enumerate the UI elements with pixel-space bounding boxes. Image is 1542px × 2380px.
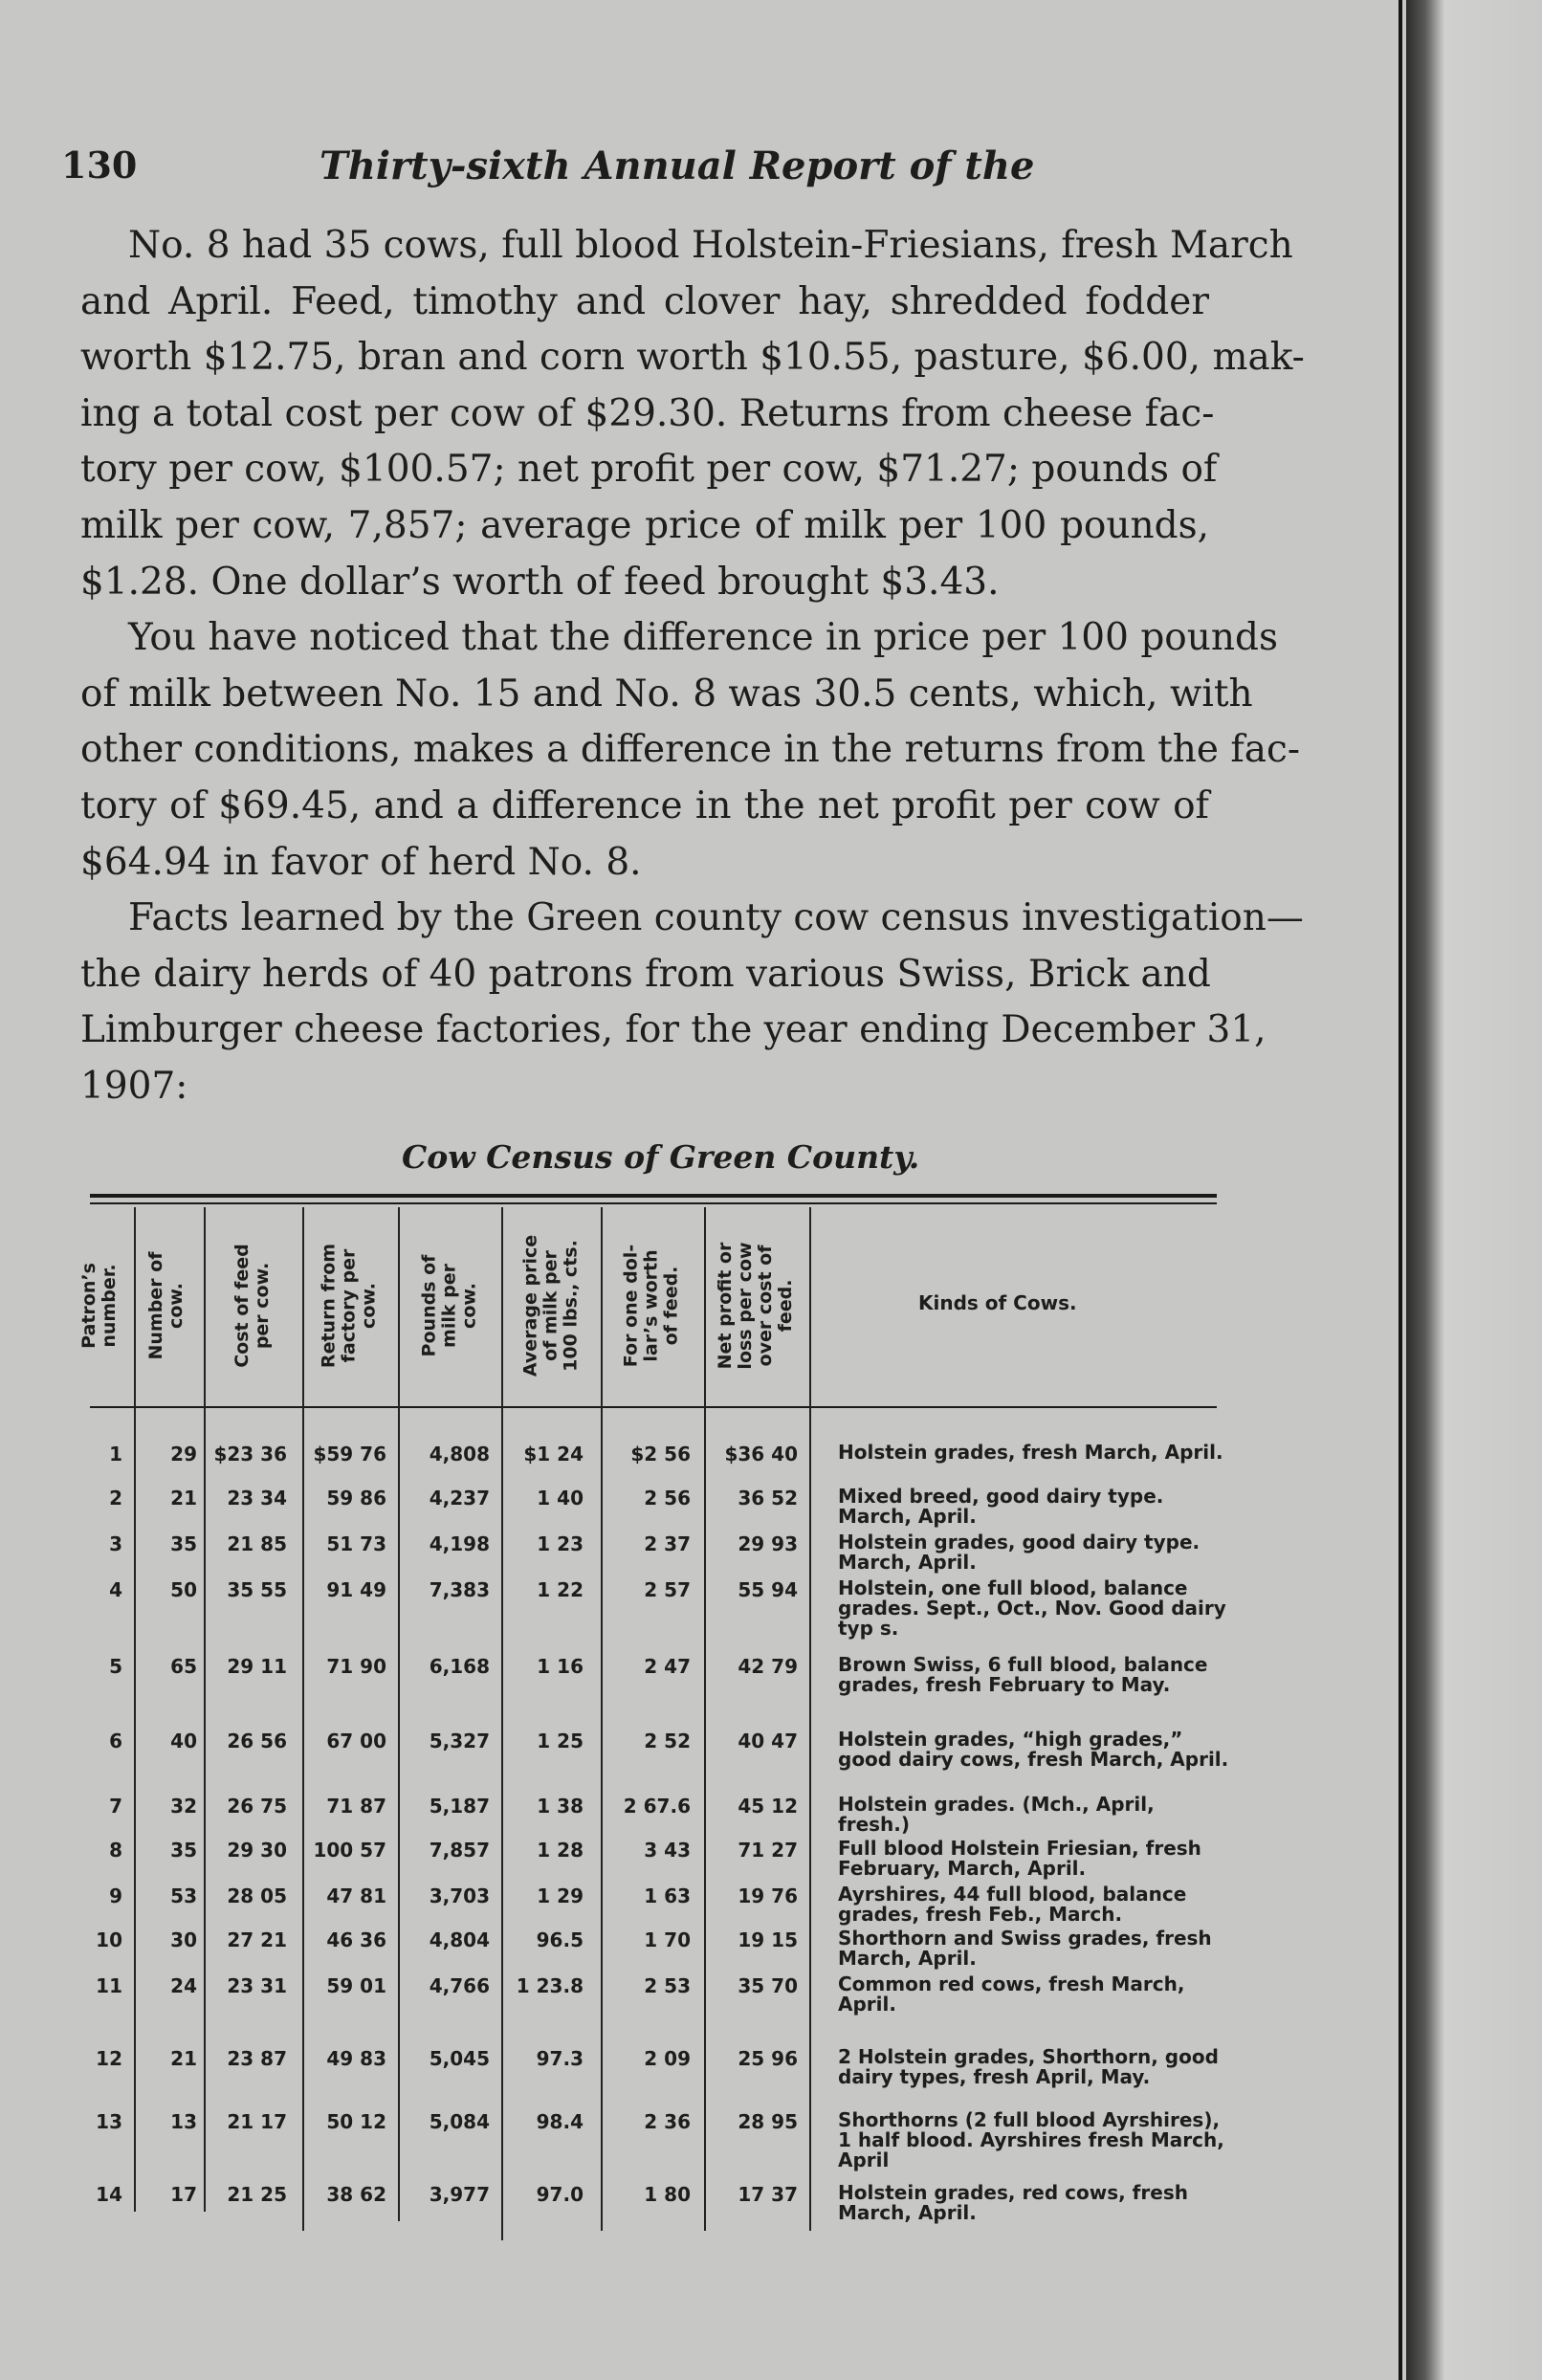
- paragraph-2: [80, 610, 1301, 891]
- cell-cost-of-feed: 26 75: [227, 1795, 287, 1818]
- cell-pounds-of-milk: 4,766: [429, 1974, 490, 1997]
- cell-return-from-factory: 71 87: [326, 1795, 386, 1818]
- cell-return-from-factory: 67 00: [326, 1730, 386, 1752]
- cell-cost-of-feed: 21 17: [227, 2110, 287, 2133]
- cell-one-dollar-worth: 2 52: [644, 1730, 691, 1752]
- cell-one-dollar-worth: 2 37: [644, 1532, 691, 1555]
- cell-kinds-of-cows: Holstein grades, red cows, fresh March, April.: [838, 2181, 1188, 2224]
- cell-average-price: 1 38: [537, 1795, 584, 1818]
- cell-one-dollar-worth: 2 36: [644, 2110, 691, 2133]
- cell-one-dollar-worth: 1 70: [644, 1928, 691, 1951]
- text-line: No. 8 had 35 cows, full blood Holstein-Friesians, fresh March: [128, 224, 1293, 267]
- column-divider: [501, 1207, 503, 2240]
- cell-kinds-of-cows: 2 Holstein grades, Shorthorn, good dairy types, fresh April, May.: [838, 2045, 1219, 2088]
- cell-one-dollar-worth: 2 67.6: [623, 1795, 691, 1818]
- cell-kinds-of-cows: Brown Swiss, 6 full blood, balance grades, fresh February to May.: [838, 1653, 1208, 1696]
- cell-kinds-of-cows: Full blood Holstein Friesian, fresh February, March, April.: [838, 1837, 1201, 1880]
- running-head: [61, 143, 1190, 201]
- cell-return-from-factory: 59 86: [326, 1487, 386, 1510]
- cell-pounds-of-milk: 7,857: [429, 1839, 490, 1862]
- cell-number-of-cows: 17: [170, 2183, 197, 2206]
- cell-pounds-of-milk: 4,198: [429, 1532, 490, 1555]
- cell-net-profit: 40 47: [738, 1730, 798, 1752]
- cell-patron-number: 14: [96, 2183, 122, 2206]
- cell-cost-of-feed: 23 31: [227, 1974, 287, 1997]
- cell-one-dollar-worth: 2 53: [644, 1974, 691, 1997]
- cell-cost-of-feed: 27 21: [227, 1928, 287, 1951]
- column-divider: [809, 1207, 811, 2231]
- cell-return-from-factory: 47 81: [326, 1884, 386, 1907]
- cell-kinds-of-cows: Holstein, one full blood, balance grades. Sept., Oct., Nov. Good dairy typ s.: [838, 1576, 1226, 1640]
- cell-pounds-of-milk: 7,383: [429, 1578, 490, 1601]
- cell-net-profit: $36 40: [724, 1443, 798, 1465]
- cell-number-of-cows: 30: [170, 1928, 197, 1951]
- cell-number-of-cows: 21: [170, 1487, 197, 1510]
- cell-cost-of-feed: 29 30: [227, 1839, 287, 1862]
- column-divider: [204, 1207, 206, 2212]
- table-header-rule: [90, 1406, 1217, 1408]
- cell-kinds-of-cows: Mixed breed, good dairy type. March, April.: [838, 1485, 1164, 1528]
- cell-cost-of-feed: 21 85: [227, 1532, 287, 1555]
- cell-kinds-of-cows: Shorthorns (2 full blood Ayrshires), 1 half blood. Ayrshires fresh March, April: [838, 2108, 1224, 2171]
- cell-pounds-of-milk: 4,808: [429, 1443, 490, 1465]
- cell-average-price: 1 16: [537, 1655, 584, 1678]
- column-divider: [134, 1207, 136, 2212]
- cell-number-of-cows: 35: [170, 1839, 197, 1862]
- text-line: of milk between No. 15 and No. 8 was 30.5 cents, which, with: [80, 672, 1253, 716]
- text-line: ing a total cost per cow of $29.30. Returns from cheese fac-: [80, 391, 1215, 435]
- page-number: 130: [61, 143, 138, 187]
- header-cost-of-feed: Cost of feed per cow.: [231, 1244, 273, 1368]
- cell-average-price: $1 24: [523, 1443, 584, 1465]
- cell-return-from-factory: $59 76: [313, 1443, 386, 1465]
- text-line: $64.94 in favor of herd No. 8.: [80, 840, 642, 884]
- header-net-profit: Net profit or loss per cow over cost of feed.: [715, 1242, 796, 1370]
- cell-patron-number: 5: [109, 1655, 122, 1678]
- text-line: and April. Feed, timothy and clover hay, shredded fodder: [80, 279, 1209, 323]
- cell-net-profit: 19 15: [738, 1928, 798, 1951]
- cell-one-dollar-worth: 2 57: [644, 1578, 691, 1601]
- cell-patron-number: 8: [109, 1839, 122, 1862]
- column-divider: [704, 1207, 706, 2231]
- cell-pounds-of-milk: 3,977: [429, 2183, 490, 2206]
- cell-cost-of-feed: 23 34: [227, 1487, 287, 1510]
- column-divider: [398, 1207, 400, 2221]
- cell-cost-of-feed: $23 36: [213, 1443, 287, 1465]
- cell-return-from-factory: 46 36: [326, 1928, 386, 1951]
- cell-cost-of-feed: 23 87: [227, 2047, 287, 2070]
- binding-edge: [1399, 0, 1402, 2380]
- column-divider: [302, 1207, 304, 2231]
- cell-number-of-cows: 13: [170, 2110, 197, 2133]
- cell-patron-number: 7: [109, 1795, 122, 1818]
- column-divider: [601, 1207, 603, 2231]
- cell-patron-number: 1: [109, 1443, 122, 1465]
- cell-return-from-factory: 49 83: [326, 2047, 386, 2070]
- cell-number-of-cows: 24: [170, 1974, 197, 1997]
- cell-one-dollar-worth: $2 56: [630, 1443, 691, 1465]
- cell-cost-of-feed: 35 55: [227, 1578, 287, 1601]
- paragraph-3: [80, 891, 1304, 1114]
- cell-number-of-cows: 65: [170, 1655, 197, 1678]
- header-one-dollar-worth: For one dol- lar’s worth of feed.: [620, 1244, 682, 1368]
- cell-net-profit: 29 93: [738, 1532, 798, 1555]
- cell-average-price: 97.0: [536, 2183, 584, 2206]
- running-title: Thirty-sixth Annual Report of the: [319, 143, 1035, 188]
- cell-number-of-cows: 32: [170, 1795, 197, 1818]
- cell-net-profit: 36 52: [738, 1487, 798, 1510]
- cell-kinds-of-cows: Holstein grades, good dairy type. March, April.: [838, 1531, 1201, 1574]
- cell-one-dollar-worth: 2 09: [644, 2047, 691, 2070]
- cell-pounds-of-milk: 5,187: [429, 1795, 490, 1818]
- cell-cost-of-feed: 29 11: [227, 1655, 287, 1678]
- cell-net-profit: 25 96: [738, 2047, 798, 2070]
- cell-one-dollar-worth: 3 43: [644, 1839, 691, 1862]
- header-pounds-of-milk: Pounds of milk per cow.: [418, 1254, 480, 1357]
- cell-net-profit: 45 12: [738, 1795, 798, 1818]
- paragraph-1: [80, 218, 1305, 610]
- cell-one-dollar-worth: 1 80: [644, 2183, 691, 2206]
- cell-patron-number: 11: [96, 1974, 122, 1997]
- cell-pounds-of-milk: 3,703: [429, 1884, 490, 1907]
- cell-average-price: 1 25: [537, 1730, 584, 1752]
- cell-cost-of-feed: 28 05: [227, 1884, 287, 1907]
- cell-patron-number: 2: [109, 1487, 122, 1510]
- text-line: other conditions, makes a difference in the returns from the fac-: [80, 728, 1301, 772]
- cell-pounds-of-milk: 6,168: [429, 1655, 490, 1678]
- text-line: tory of $69.45, and a difference in the net profit per cow of: [80, 783, 1209, 827]
- cell-patron-number: 3: [109, 1532, 122, 1555]
- cell-average-price: 1 22: [537, 1578, 584, 1601]
- cell-pounds-of-milk: 4,237: [429, 1487, 490, 1510]
- cell-kinds-of-cows: Shorthorn and Swiss grades, fresh March, April.: [838, 1927, 1212, 1970]
- cell-number-of-cows: 35: [170, 1532, 197, 1555]
- cell-number-of-cows: 53: [170, 1884, 197, 1907]
- text-line: You have noticed that the difference in price per 100 pounds: [128, 616, 1278, 660]
- cell-one-dollar-worth: 2 56: [644, 1487, 691, 1510]
- text-line: 1907:: [80, 1064, 188, 1108]
- header-return-from-factory: Return from factory per cow.: [318, 1243, 380, 1369]
- cell-average-price: 1 40: [537, 1487, 584, 1510]
- cell-pounds-of-milk: 5,084: [429, 2110, 490, 2133]
- cell-one-dollar-worth: 2 47: [644, 1655, 691, 1678]
- table-top-rule-thin: [90, 1202, 1217, 1204]
- cell-return-from-factory: 38 62: [326, 2183, 386, 2206]
- cell-return-from-factory: 100 57: [313, 1839, 386, 1862]
- cell-patron-number: 10: [96, 1928, 122, 1951]
- cell-kinds-of-cows: Ayrshires, 44 full blood, balance grades, fresh Feb., March.: [838, 1883, 1187, 1926]
- cell-return-from-factory: 59 01: [326, 1974, 386, 1997]
- table-top-rule: [90, 1194, 1217, 1198]
- cell-one-dollar-worth: 1 63: [644, 1884, 691, 1907]
- cell-return-from-factory: 50 12: [326, 2110, 386, 2133]
- cell-pounds-of-milk: 5,327: [429, 1730, 490, 1752]
- cell-net-profit: 55 94: [738, 1578, 798, 1601]
- cell-number-of-cows: 50: [170, 1578, 197, 1601]
- cell-pounds-of-milk: 5,045: [429, 2047, 490, 2070]
- cell-number-of-cows: 29: [170, 1443, 197, 1465]
- text-line: Limburger cheese factories, for the year ending December 31,: [80, 1008, 1267, 1052]
- text-line: Facts learned by the Green county cow census investigation—: [128, 896, 1304, 940]
- cell-average-price: 1 23: [537, 1532, 584, 1555]
- text-line: worth $12.75, bran and corn worth $10.55, pasture, $6.00, mak-: [80, 336, 1305, 380]
- text-line: tory per cow, $100.57; net profit per cow, $71.27; pounds of: [80, 448, 1218, 492]
- cell-average-price: 97.3: [536, 2047, 584, 2070]
- cell-kinds-of-cows: Common red cows, fresh March, April.: [838, 1972, 1185, 2016]
- cell-net-profit: 17 37: [738, 2183, 798, 2206]
- cell-patron-number: 12: [96, 2047, 122, 2070]
- cell-return-from-factory: 91 49: [326, 1578, 386, 1601]
- cell-net-profit: 42 79: [738, 1655, 798, 1678]
- cell-patron-number: 6: [109, 1730, 122, 1752]
- cell-kinds-of-cows: Holstein grades, fresh March, April.: [838, 1441, 1223, 1464]
- cell-number-of-cows: 40: [170, 1730, 197, 1752]
- header-number-of-cows: Number of cow.: [145, 1251, 187, 1360]
- cell-kinds-of-cows: Holstein grades. (Mch., April, fresh.): [838, 1793, 1155, 1836]
- cell-average-price: 96.5: [536, 1928, 584, 1951]
- cell-net-profit: 35 70: [738, 1974, 798, 1997]
- cell-patron-number: 13: [96, 2110, 122, 2133]
- book-gutter: [1406, 0, 1542, 2380]
- text-line: the dairy herds of 40 patrons from various Swiss, Brick and: [80, 952, 1211, 996]
- cell-pounds-of-milk: 4,804: [429, 1928, 490, 1951]
- cell-number-of-cows: 21: [170, 2047, 197, 2070]
- cell-net-profit: 19 76: [738, 1884, 798, 1907]
- header-patron-number: Patron’s number.: [78, 1263, 120, 1349]
- cell-patron-number: 9: [109, 1884, 122, 1907]
- cell-average-price: 1 23.8: [516, 1974, 584, 1997]
- table-caption: Cow Census of Green County.: [402, 1138, 920, 1176]
- cell-net-profit: 28 95: [738, 2110, 798, 2133]
- cell-kinds-of-cows: Holstein grades, “high grades,” good dairy cows, fresh March, April.: [838, 1728, 1229, 1771]
- cell-net-profit: 71 27: [738, 1839, 798, 1862]
- body-text: [80, 218, 1305, 1115]
- cell-average-price: 1 28: [537, 1839, 584, 1862]
- text-line: $1.28. One dollar’s worth of feed brought $3.43.: [80, 560, 1000, 604]
- cell-average-price: 1 29: [537, 1884, 584, 1907]
- cell-patron-number: 4: [109, 1578, 122, 1601]
- cell-cost-of-feed: 21 25: [227, 2183, 287, 2206]
- text-line: milk per cow, 7,857; average price of milk per 100 pounds,: [80, 503, 1209, 547]
- header-average-price: Average price of milk per 100 lbs., cts.: [519, 1234, 582, 1377]
- cell-return-from-factory: 71 90: [326, 1655, 386, 1678]
- header-kinds-of-cows: Kinds of Cows.: [918, 1291, 1077, 1314]
- cell-average-price: 98.4: [536, 2110, 584, 2133]
- cell-cost-of-feed: 26 56: [227, 1730, 287, 1752]
- cell-return-from-factory: 51 73: [326, 1532, 386, 1555]
